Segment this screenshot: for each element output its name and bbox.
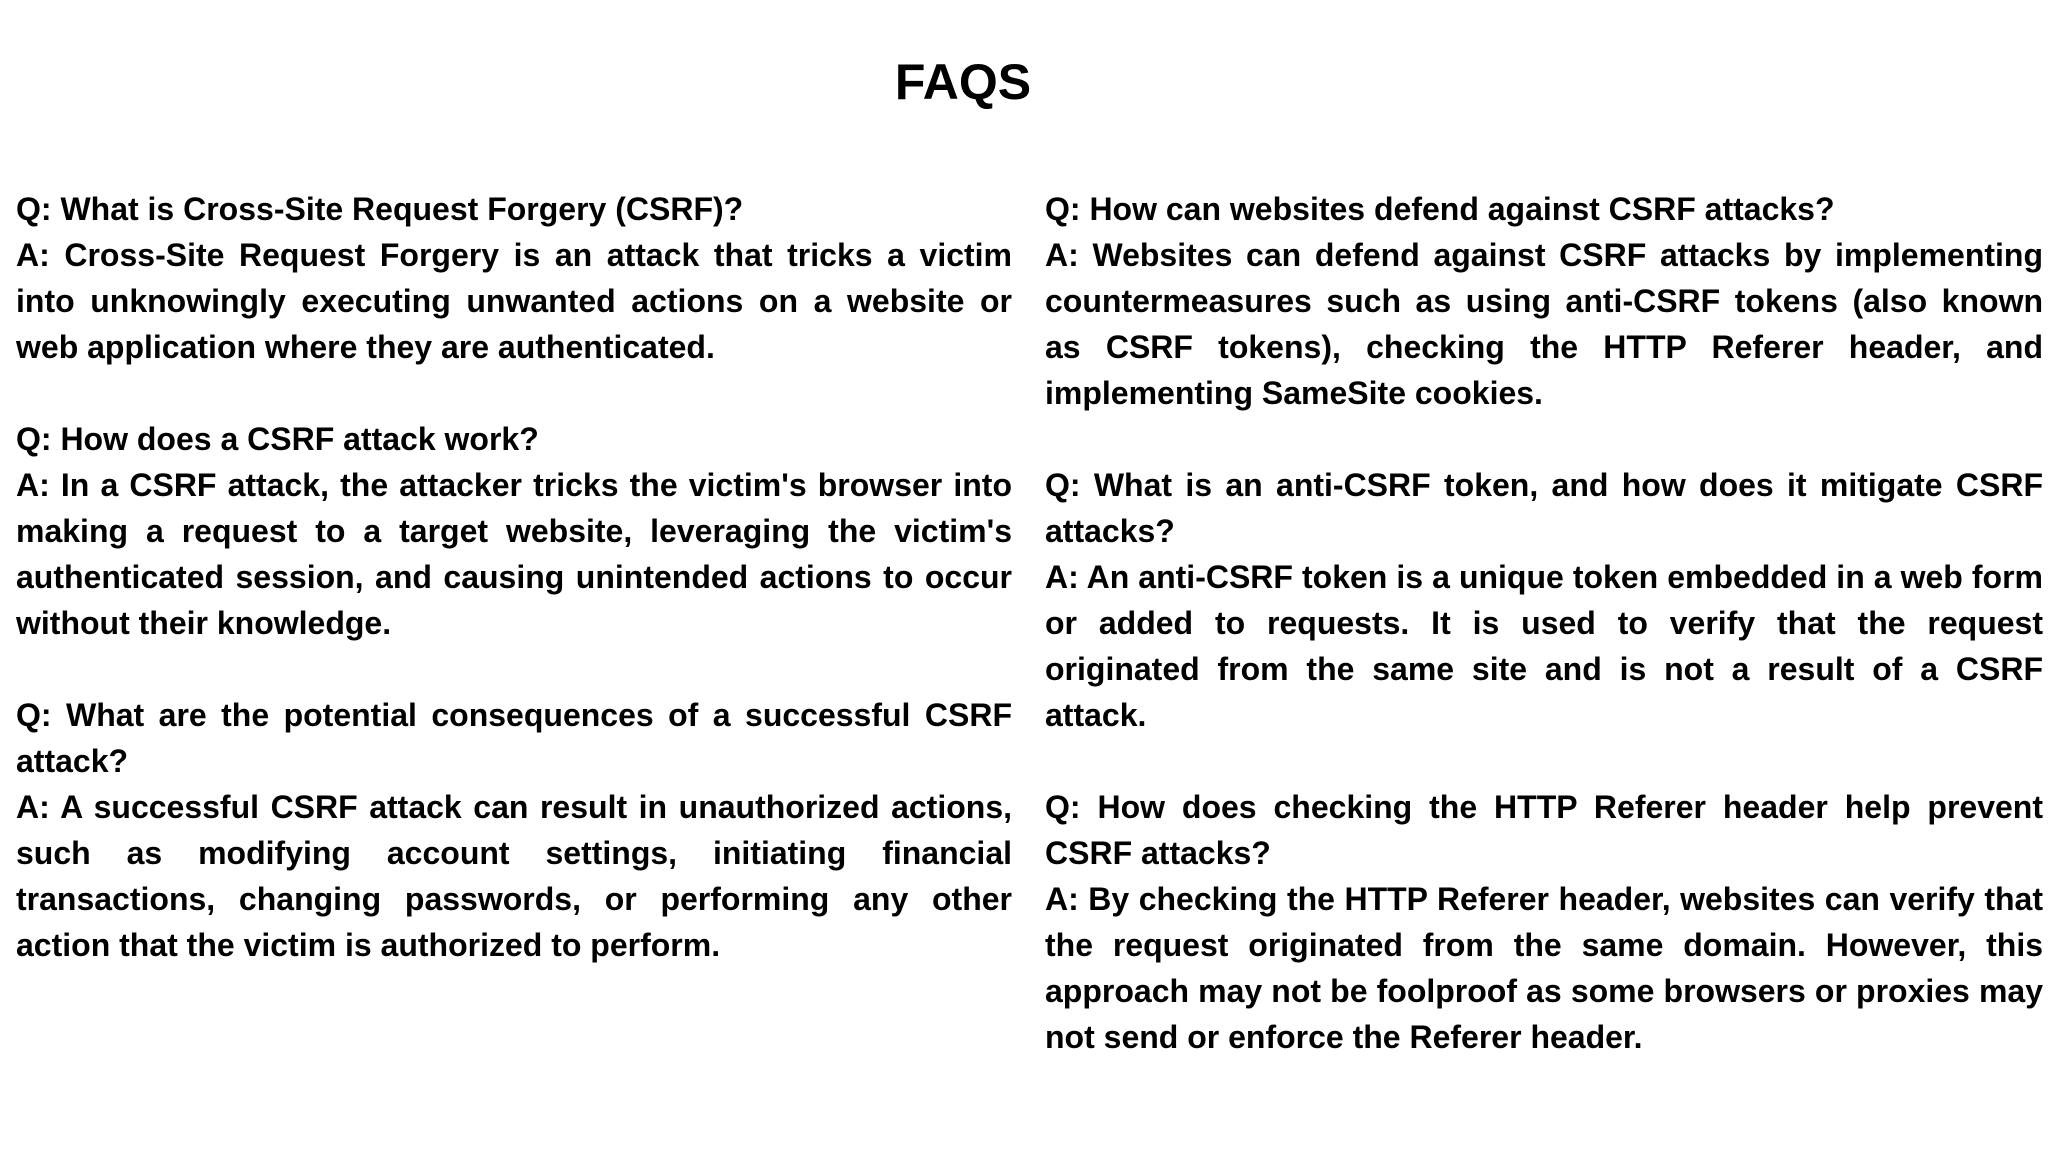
faq-answer: A: In a CSRF attack, the attacker tricks the victim's browser into making a request to a target website, leveraging the victim's authenticated session, and causing unintended actions to occur without their knowledge. [16, 467, 1012, 641]
faq-item [1045, 186, 2043, 416]
faq-item [16, 186, 1012, 370]
faq-question: Q: How does a CSRF attack work? [16, 421, 539, 457]
faq-answer: A: An anti-CSRF token is a unique token embedded in a web form or added to requests. It is used to verify that the request originated from the same site and is not a result of a CSRF attack. [1045, 559, 2043, 733]
faq-question: Q: What is Cross-Site Request Forgery (CSRF)? [16, 191, 744, 227]
faq-item [1045, 462, 2043, 738]
page-title: FAQS [894, 54, 1032, 110]
faq-answer: A: Websites can defend against CSRF attacks by implementing countermeasures such as using anti-CSRF tokens (also known as CSRF tokens), checking the HTTP Referer header, and implementing SameSite cookies. [1045, 237, 2043, 411]
faq-answer: A: By checking the HTTP Referer header, websites can verify that the request originated from the same domain. However, this approach may not be foolproof as some browsers or proxies may not send or enforce the Referer header. [1045, 881, 2043, 1055]
faq-item [1045, 784, 2043, 1060]
faq-column-right [1045, 186, 2043, 1106]
faq-question: Q: What is an anti-CSRF token, and how does it mitigate CSRF attacks? [1045, 467, 2043, 549]
faq-item [16, 692, 1012, 968]
faq-answer: A: Cross-Site Request Forgery is an attack that tricks a victim into unknowingly executing unwanted actions on a website or web application where they are authenticated. [16, 237, 1012, 365]
faq-column-left [16, 186, 1012, 1014]
faq-item [16, 416, 1012, 646]
faq-question: Q: How does checking the HTTP Referer header help prevent CSRF attacks? [1045, 789, 2043, 871]
faq-question: Q: What are the potential consequences of a successful CSRF attack? [16, 697, 1012, 779]
faq-answer: A: A successful CSRF attack can result in unauthorized actions, such as modifying account settings, initiating financial transactions, changing passwords, or performing any other action that the victim is authorized to perform. [16, 789, 1012, 963]
faq-question: Q: How can websites defend against CSRF attacks? [1045, 191, 1835, 227]
